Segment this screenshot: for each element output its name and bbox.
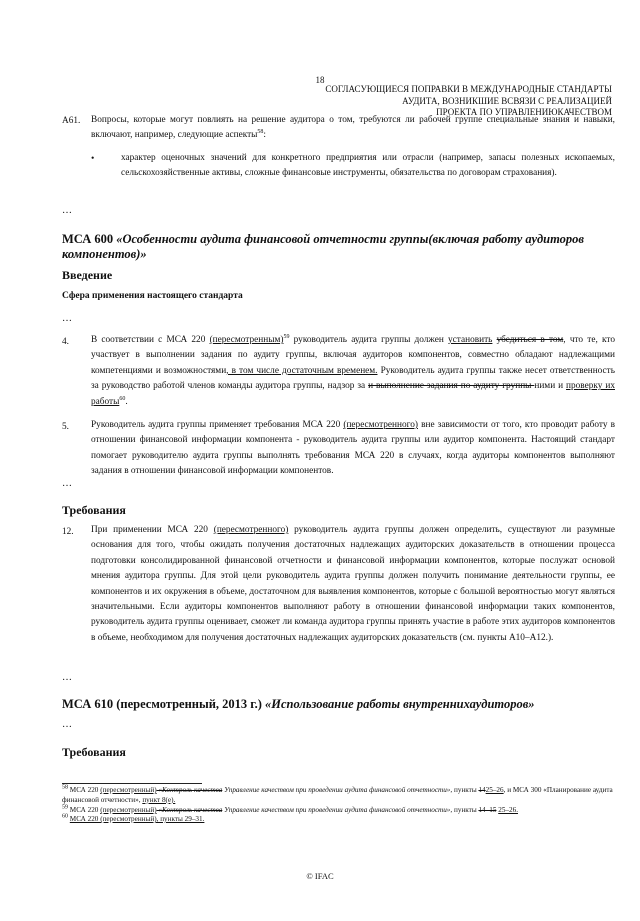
ellipsis-4: … <box>62 672 72 683</box>
footnote-60: $^{60}$ МСА 220 (пересмотренный), пункты 29–31. <box>62 813 205 823</box>
para-5: Руководитель аудита группы применяет требования МСА 220 (пересмотренного) вне зависимости от того, кто проводит работу в отношении финансовой информации компонента - руководитель аудита группы или аудитор компонента. Настоящий стандарт помогает руководителю аудита группы выполнять требования МСА 220 в случаях, когда аудиторы компонентов выполняют задания в отношении финансовой информации компонентов. <box>91 420 616 477</box>
ellipsis-2: … <box>62 313 72 324</box>
intro-heading: Введение <box>62 268 113 282</box>
isa610-title: МСА 610 (пересмотренный, 2013 г.) «Использование работы внутреннихаудиторов» <box>62 697 535 711</box>
page-number: 18 <box>315 75 325 85</box>
header-line-3: ПРОЕКТА ПО УПРАВЛЕНИЮКАЧЕСТВОМ <box>436 107 612 117</box>
isa600-title: МСА 600 «Особенности аудита финансовой отчетности группы(включая работу аудиторов компонентов)» <box>62 232 585 261</box>
header-line-2: АУДИТА, ВОЗНИКШИЕ ВСВЯЗИ С РЕАЛИЗАЦИЕЙ <box>402 95 612 106</box>
para-4: В соответствии с МСА 220 (пересмотренным)$^{59}$ руководитель аудита группы должен установить убедиться в том, что те, кто участвует в выполнении задания по аудиту группы, включая аудиторов компонентов, совместно обладают надлежащими компетенциями и возможностями, в том числе достаточным временем. Руководитель аудита группы также несет ответственность за руководство работой членов команды аудитора группы, надзор за и выполнение задания по аудиту группы ними и проверку их работы$^{60}$. <box>91 333 615 407</box>
requirements-heading-2: Требования <box>62 745 126 759</box>
ellipsis-1: … <box>62 205 72 216</box>
bullet-dot: • <box>91 154 95 164</box>
page-footer: © IFAC <box>306 871 334 881</box>
para-12: При применении МСА 220 (пересмотренного) руководитель аудита группы должен определить, существуют ли разумные основания для того, чтобы ожидать получения достаточных надлежащих аудиторских доказательств в отношении процесса подготовки консолидированной финансовой отчетности и финансовой информации компонентов, которые послужат основой мнения аудитора группы. Для этой цели руководитель аудита группы должен получить понимание деятельности группы, ее компонентов и их окружения в объеме, достаточном для выявления компонентов, которые с большой вероятностью могут являться значительными. Если аудиторы компонентов выполняют работу в отношении финансовой информации таких компонентов, руководитель аудита группы оценивает, сможет ли команда аудитора группы принять участие в работе этих аудиторов компонентов в объеме, необходимом для получения достаточных надлежащих аудиторских доказательств (см. пункты A10–A12.). <box>91 525 615 643</box>
footnote-59: $^{59}$ МСА 220 (пересмотренный) «Контроль качества Управление качеством при проведении аудита финансовой отчетности», пункты 14–15 25–26. <box>62 804 518 814</box>
para-a61: Вопросы, которые могут повлиять на решение аудитора о том, требуются ли рабочей группе специальные знания и навыки, включают, например, следующие аспекты$^{58}$: <box>91 115 615 141</box>
para-4-number: 4. <box>62 337 69 347</box>
footnote-separator <box>62 783 202 784</box>
para-5-number: 5. <box>62 422 69 432</box>
bullet-item: характер оценочных значений для конкретного предприятия или отрасли (например, запасы полезных ископаемых, сельскохозяйственные активы, сложные финансовые инструменты, обязательства по договорам страхования). <box>121 153 615 179</box>
ellipsis-3: … <box>62 478 72 489</box>
para-a61-number: A61. <box>62 116 81 126</box>
para-12-number: 12. <box>62 527 74 537</box>
header-line-1: СОГЛАСУЮЩИЕСЯ ПОПРАВКИ В МЕЖДУНАРОДНЫЕ СТАНДАРТЫ <box>325 84 612 94</box>
scope-heading: Сфера применения настоящего стандарта <box>62 291 243 301</box>
ellipsis-5: … <box>62 719 72 730</box>
requirements-heading: Требования <box>62 503 126 517</box>
footnote-58: $^{58}$ МСА 220 (пересмотренный) «Контроль качества Управление качеством при проведении аудита финансовой отчетности», пункты 1425–26, и МСА 300 «Планирование аудита финансовой отчетности», пункт 8(e). <box>62 784 613 804</box>
